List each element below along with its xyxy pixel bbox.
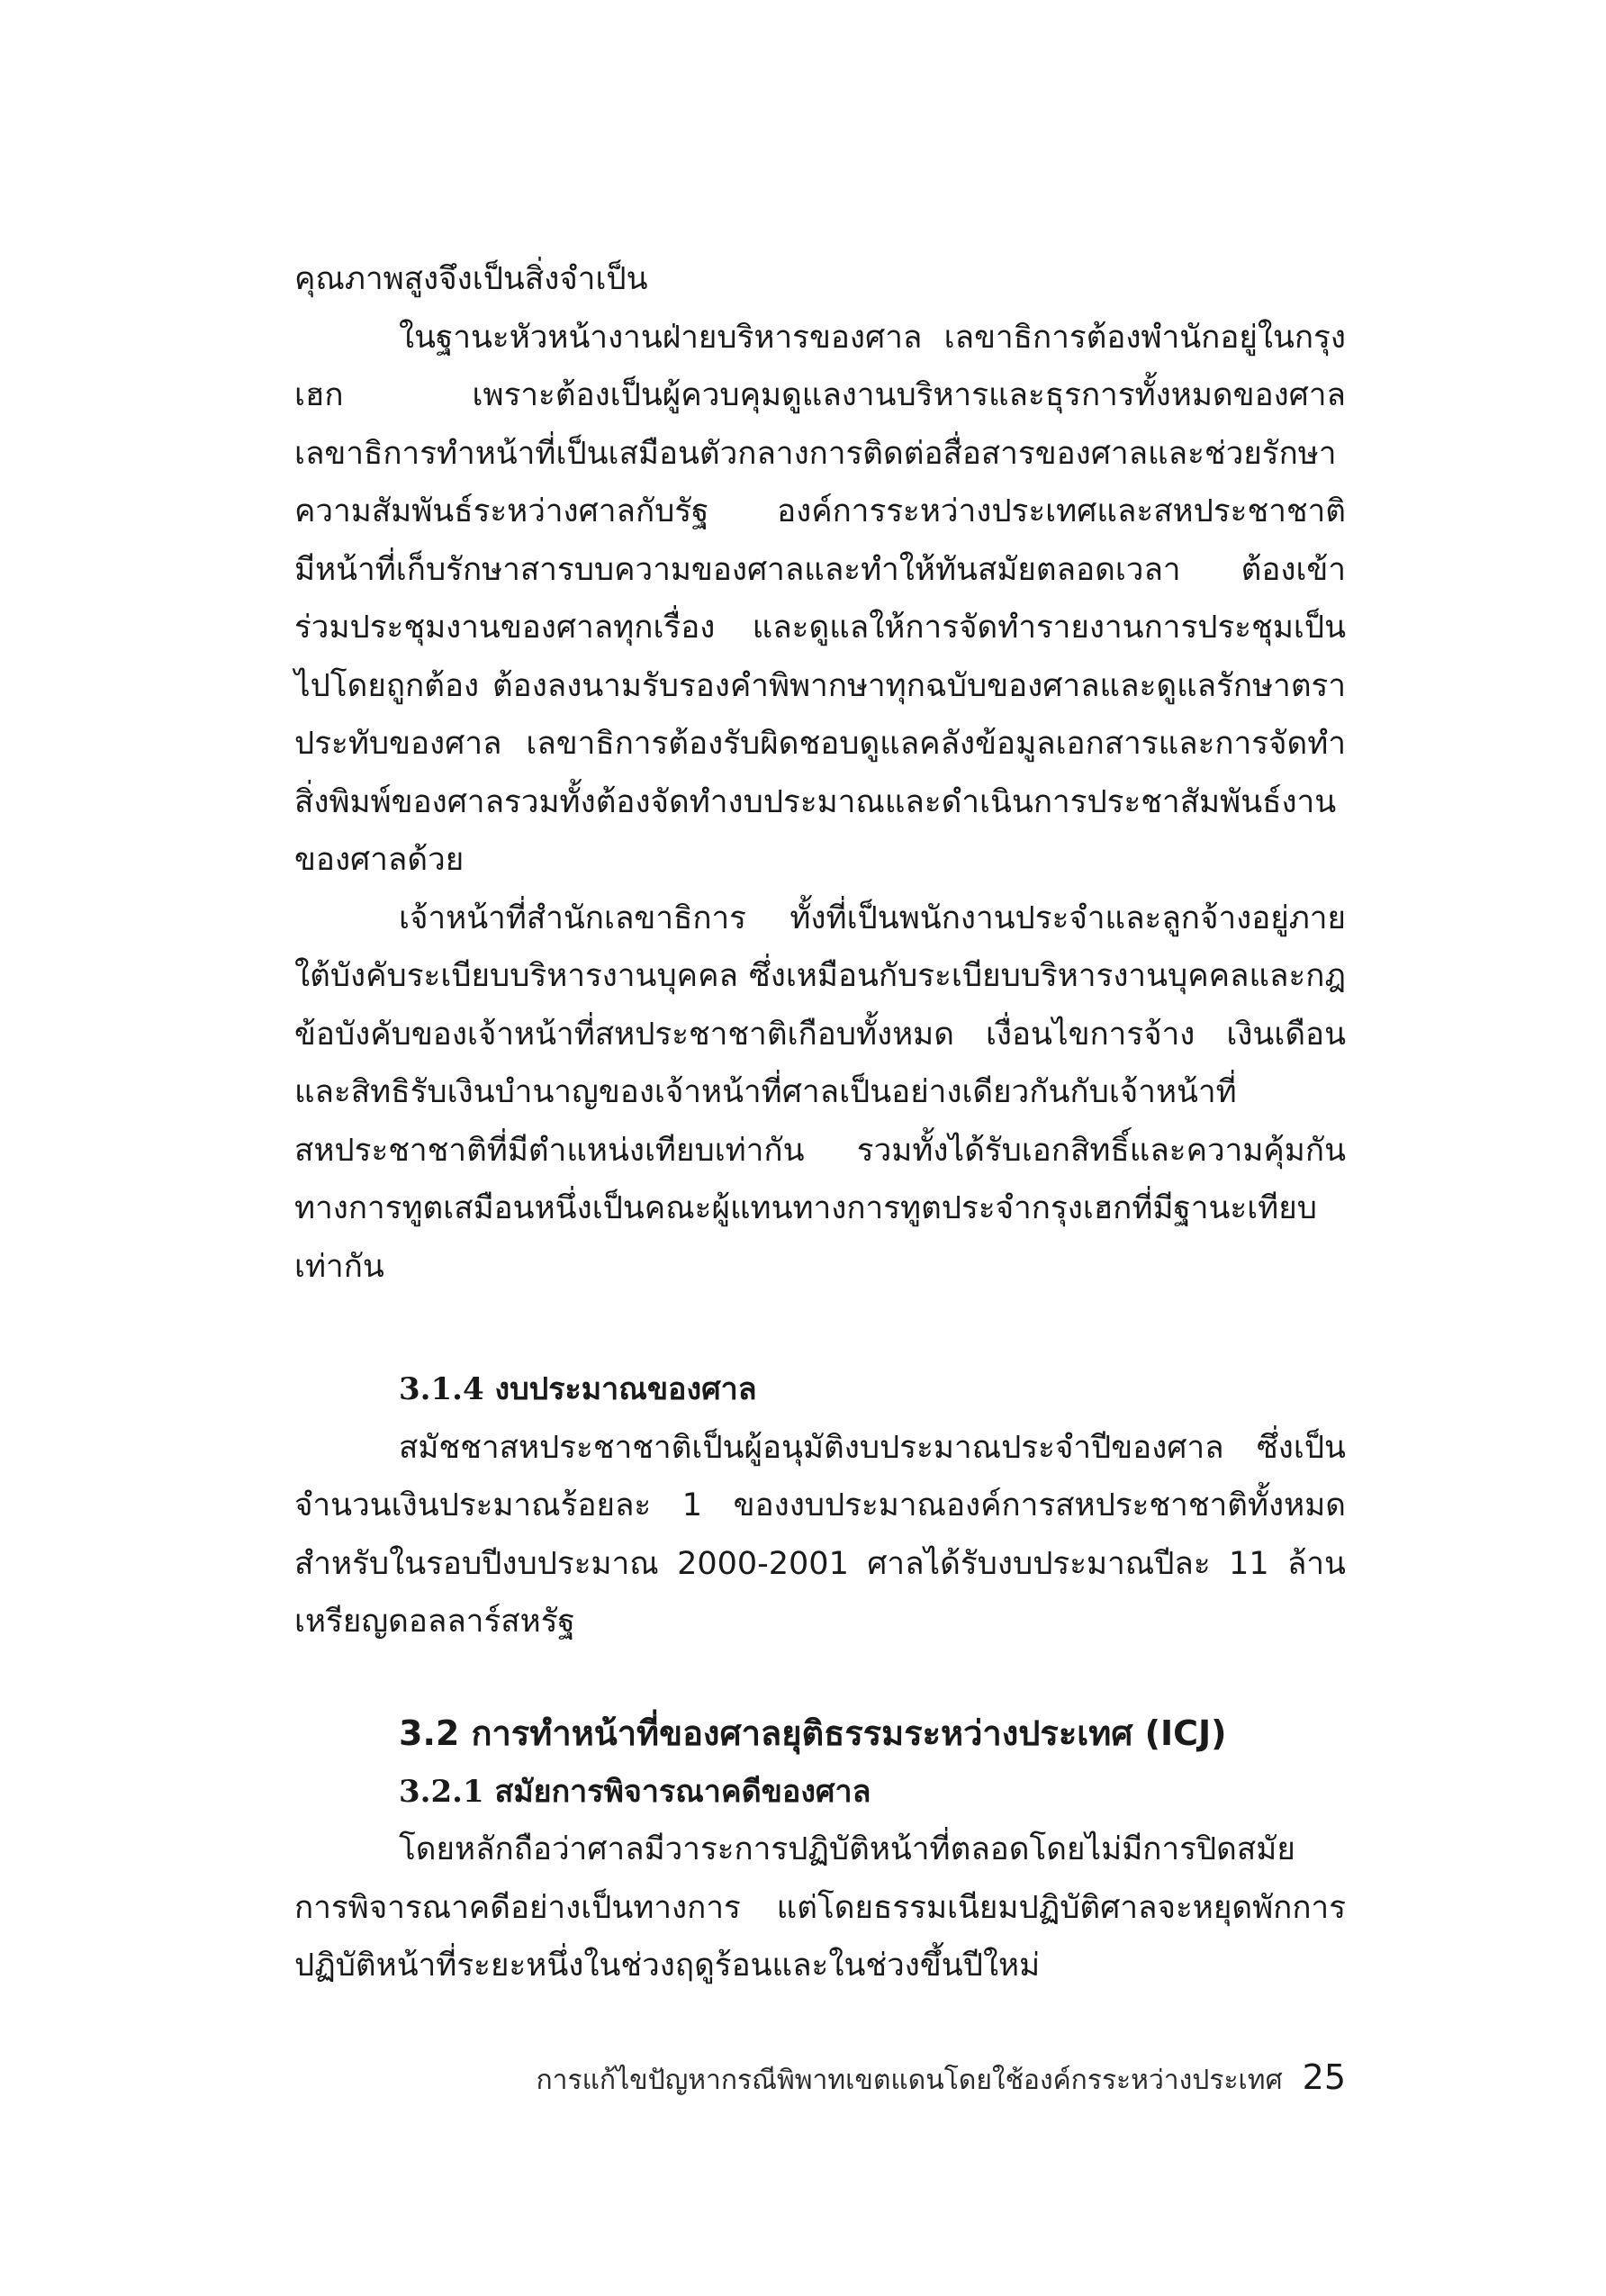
section-spacer: [294, 1651, 1346, 1704]
budget-paragraph: สมัชชาสหประชาชาติเป็นผู้อนุมัติงบประมาณประจำปีของศาล ซึ่งเป็นจำนวนเงินประมาณร้อยละ 1 ของงบประมาณองค์การสหประชาชาติทั้งหมด สำหรับในรอบปีงบประมาณ 2000-2001 ศาลได้รับงบประมาณปีละ 11 ล้านเหรียญดอลลาร์สหรัฐ: [294, 1429, 1346, 1640]
page-number: 25: [1302, 2057, 1346, 2097]
section-spacer: [294, 1296, 1346, 1360]
section-3-2-1-heading: 3.2.1 สมัยการพิจารณาคดีของศาล: [399, 1773, 871, 1810]
section-3-1-4-heading: 3.1.4 งบประมาณของศาล: [399, 1371, 757, 1407]
page-body: [294, 250, 1346, 1995]
running-title: การแก้ไขปัญหากรณีพิพาทเขตแดนโดยใช้องค์กรระหว่างประเทศ: [536, 2065, 1283, 2096]
registry-staff-paragraph: เจ้าหน้าที่สำนักเลขาธิการ ทั้งที่เป็นพนักงานประจำและลูกจ้างอยู่ภายใต้บังคับระเบียบบริหารงานบุคคล ซึ่งเหมือนกับระเบียบบริหารงานบุคคลและกฎข้อบังคับของเจ้าหน้าที่สหประชาชาติเกือบทั้งหมด เงื่อนไขการจ้าง เงินเดือน และสิทธิรับเงินบำนาญของเจ้าหน้าที่ศาลเป็นอย่างเดียวกันกับเจ้าหน้าที่สหประชาชาติที่มีตำแหน่งเทียบเท่ากัน รวมทั้งได้รับเอกสิทธิ์และความคุ้มกันทางการทูตเสมือนหนึ่งเป็นคณะผู้แทนทางการทูตประจำกรุงเฮกที่มีฐานะเทียบเท่ากัน: [294, 899, 1346, 1285]
section-3-2-heading: 3.2 การทำหน้าที่ของศาลยุติธรรมระหว่างประเทศ (ICJ): [399, 1713, 1227, 1753]
page-footer: [536, 2057, 1346, 2102]
continued-paragraph: คุณภาพสูงจึงเป็นสิ่งจำเป็น: [294, 261, 648, 297]
registrar-duties-paragraph: ในฐานะหัวหน้างานฝ่ายบริหารของศาล เลขาธิการต้องพำนักอยู่ในกรุงเฮก เพราะต้องเป็นผู้ควบคุมดูแลงานบริหารและธุรการทั้งหมดของศาล เลขาธิการทำหน้าที่เป็นเสมือนตัวกลางการติดต่อสื่อสารของศาลและช่วยรักษาความสัมพันธ์ระหว่างศาลกับรัฐ องค์การระหว่างประเทศและสหประชาชาติ มีหน้าที่เก็บรักษาสารบบความของศาลและทำให้ทันสมัยตลอดเวลา ต้องเข้าร่วมประชุมงานของศาลทุกเรื่อง และดูแลให้การจัดทำรายงานการประชุมเป็นไปโดยถูกต้อง ต้องลงนามรับรองคำพิพากษาทุกฉบับของศาลและดูแลรักษาตราประทับของศาล เลขาธิการต้องรับผิดชอบดูแลคลังข้อมูลเอกสารและการจัดทำสิ่งพิมพ์ของศาลรวมทั้งต้องจัดทำงบประมาณและดำเนินการประชาสัมพันธ์งานของศาลด้วย: [294, 319, 1346, 878]
court-sessions-paragraph: โดยหลักถือว่าศาลมีวาระการปฏิบัติหน้าที่ตลอดโดยไม่มีการปิดสมัยการพิจารณาคดีอย่างเป็นทางการ แต่โดยธรรมเนียมปฏิบัติศาลจะหยุดพักการปฏิบัติหน้าที่ระยะหนึ่งในช่วงฤดูร้อนและในช่วงขึ้นปีใหม่: [294, 1831, 1346, 1984]
